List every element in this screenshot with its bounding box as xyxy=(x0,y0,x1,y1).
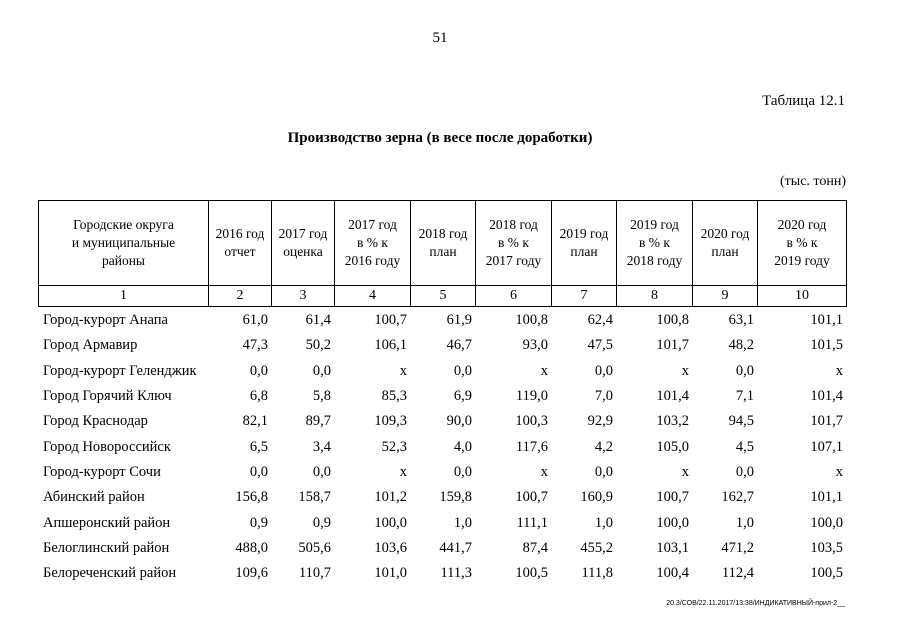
table-cell: x xyxy=(681,362,689,379)
table-cell: 90,0 xyxy=(446,413,472,430)
table-cell: 119,0 xyxy=(515,388,548,405)
table-cell: 0,9 xyxy=(312,514,331,531)
table-cell: 4,0 xyxy=(453,438,472,455)
table-cell: 94,5 xyxy=(728,413,754,430)
table-row xyxy=(38,510,846,535)
table-cell: 111,1 xyxy=(516,514,548,531)
table-cell: 0,0 xyxy=(735,362,754,379)
table-cell: 7,0 xyxy=(594,388,613,405)
table-cell: 101,7 xyxy=(810,413,843,430)
table-cell: 0,0 xyxy=(312,463,331,480)
table-cell: 0,0 xyxy=(312,362,331,379)
column-number: 10 xyxy=(758,286,847,307)
table-cell: 103,5 xyxy=(810,539,843,556)
table-cell: x xyxy=(681,463,689,480)
table-label: Таблица 12.1 xyxy=(762,93,845,109)
table-cell: 100,0 xyxy=(810,514,843,531)
table-cell: 100,8 xyxy=(656,312,689,329)
column-number: 4 xyxy=(335,286,411,307)
table-cell: 62,4 xyxy=(587,312,613,329)
table-cell: 100,5 xyxy=(810,565,843,582)
table-cell: 101,0 xyxy=(374,565,407,582)
table-cell: 1,0 xyxy=(594,514,613,531)
table-row xyxy=(38,561,846,586)
table-cell: 1,0 xyxy=(453,514,472,531)
table-cell: 0,0 xyxy=(594,362,613,379)
table-row xyxy=(38,536,846,561)
table-cell: 61,0 xyxy=(242,312,268,329)
table-cell: 46,7 xyxy=(446,337,472,354)
table-row xyxy=(38,384,846,409)
table-cell: 100,0 xyxy=(374,514,407,531)
table-cell: 100,8 xyxy=(515,312,548,329)
table-cell: 100,3 xyxy=(515,413,548,430)
table-row xyxy=(38,359,846,384)
table-cell: x xyxy=(399,463,407,480)
table-cell: 92,9 xyxy=(587,413,613,430)
table-cell: 87,4 xyxy=(522,539,548,556)
table-row xyxy=(38,308,846,333)
column-number: 3 xyxy=(272,286,335,307)
table-cell: 158,7 xyxy=(298,489,331,506)
table-cell: 61,9 xyxy=(446,312,472,329)
table-row xyxy=(38,434,846,459)
table-cell: 112,4 xyxy=(721,565,754,582)
table-cell: 0,0 xyxy=(249,463,268,480)
table-cell: 505,6 xyxy=(298,539,331,556)
table-cell: 100,4 xyxy=(656,565,689,582)
table-cell: 117,6 xyxy=(515,438,548,455)
row-name: Абинский район xyxy=(43,489,145,506)
table-cell: 101,1 xyxy=(810,489,843,506)
table-cell: 63,1 xyxy=(728,312,754,329)
table-cell: 6,8 xyxy=(249,388,268,405)
table-cell: 0,0 xyxy=(735,463,754,480)
table-cell: 103,1 xyxy=(656,539,689,556)
table-cell: 7,1 xyxy=(735,388,754,405)
table-cell: 488,0 xyxy=(235,539,268,556)
table-cell: 162,7 xyxy=(721,489,754,506)
table-cell: 1,0 xyxy=(735,514,754,531)
table-cell: 0,0 xyxy=(249,362,268,379)
table-cell: 455,2 xyxy=(580,539,613,556)
table-cell: x xyxy=(540,362,548,379)
table-cell: 156,8 xyxy=(235,489,268,506)
table-cell: 101,2 xyxy=(374,489,407,506)
document-title: Производство зерна (в весе после доработки) xyxy=(287,130,593,146)
table-cell: 101,4 xyxy=(810,388,843,405)
row-name: Апшеронский район xyxy=(43,514,171,531)
table-cell: 101,7 xyxy=(656,337,689,354)
column-header: 2016 год отчет xyxy=(209,201,272,286)
table-cell: 4,5 xyxy=(735,438,754,455)
table-row xyxy=(38,409,846,434)
table-cell: x xyxy=(399,362,407,379)
table-cell: x xyxy=(835,463,843,480)
table-cell: 101,5 xyxy=(810,337,843,354)
column-header: Городские округа и муниципальные районы xyxy=(39,201,209,286)
table-cell: 103,2 xyxy=(656,413,689,430)
table-cell: x xyxy=(540,463,548,480)
table-cell: 106,1 xyxy=(374,337,407,354)
footer-code: 20.3/СОВ/22.11.2017/13:38/ИНДИКАТИВНЫЙ-прил-2__ xyxy=(666,600,845,607)
table-cell: 107,1 xyxy=(810,438,843,455)
table-cell: 100,5 xyxy=(515,565,548,582)
table-cell: 100,7 xyxy=(656,489,689,506)
table-cell: 109,6 xyxy=(235,565,268,582)
table-cell: 100,7 xyxy=(515,489,548,506)
table-cell: 6,5 xyxy=(249,438,268,455)
table-cell: 0,0 xyxy=(453,362,472,379)
table-cell: 101,1 xyxy=(810,312,843,329)
row-name: Город-курорт Сочи xyxy=(43,463,161,480)
column-header: 2020 год план xyxy=(693,201,758,286)
table-cell: 0,0 xyxy=(594,463,613,480)
table-cell: 110,7 xyxy=(298,565,331,582)
table-cell: 47,3 xyxy=(242,337,268,354)
table-cell: 111,8 xyxy=(581,565,613,582)
column-number: 5 xyxy=(411,286,476,307)
table-cell: 50,2 xyxy=(305,337,331,354)
row-name: Город-курорт Геленджик xyxy=(43,362,197,379)
column-header: 2017 год оценка xyxy=(272,201,335,286)
column-header: 2018 год в % к 2017 году xyxy=(476,201,552,286)
table-cell: 160,9 xyxy=(580,489,613,506)
column-number: 9 xyxy=(693,286,758,307)
table-cell: 101,4 xyxy=(656,388,689,405)
table-cell: 471,2 xyxy=(721,539,754,556)
data-table xyxy=(38,308,846,586)
column-header: 2020 год в % к 2019 году xyxy=(758,201,847,286)
table-cell: 3,4 xyxy=(312,438,331,455)
row-name: Белоглинский район xyxy=(43,539,170,556)
row-name: Город Новороссийск xyxy=(43,438,171,455)
table-cell: 0,9 xyxy=(249,514,268,531)
table-row xyxy=(38,460,846,485)
table-cell: 47,5 xyxy=(587,337,613,354)
table-cell: 109,3 xyxy=(374,413,407,430)
table-cell: 82,1 xyxy=(242,413,268,430)
column-number: 7 xyxy=(552,286,617,307)
table-cell: 85,3 xyxy=(381,388,407,405)
table-header xyxy=(38,200,847,307)
table-cell: 52,3 xyxy=(381,438,407,455)
column-number: 6 xyxy=(476,286,552,307)
row-name: Город Армавир xyxy=(43,337,138,354)
page-number: 51 xyxy=(432,30,448,46)
table-cell: 4,2 xyxy=(594,438,613,455)
table-cell: 48,2 xyxy=(728,337,754,354)
table-cell: 159,8 xyxy=(439,489,472,506)
column-header: 2019 год план xyxy=(552,201,617,286)
table-cell: 111,3 xyxy=(440,565,472,582)
column-header: 2018 год план xyxy=(411,201,476,286)
table-cell: 93,0 xyxy=(522,337,548,354)
row-name: Город Краснодар xyxy=(43,413,148,430)
column-number: 1 xyxy=(39,286,209,307)
table-cell: x xyxy=(835,362,843,379)
table-cell: 441,7 xyxy=(439,539,472,556)
column-header: 2017 год в % к 2016 году xyxy=(335,201,411,286)
table-cell: 61,4 xyxy=(305,312,331,329)
row-name: Город-курорт Анапа xyxy=(43,312,168,329)
table-cell: 5,8 xyxy=(312,388,331,405)
table-cell: 100,7 xyxy=(374,312,407,329)
table-cell: 89,7 xyxy=(305,413,331,430)
table-row xyxy=(38,333,846,358)
table-cell: 105,0 xyxy=(656,438,689,455)
table-cell: 0,0 xyxy=(453,463,472,480)
column-number: 2 xyxy=(209,286,272,307)
column-header: 2019 год в % к 2018 году xyxy=(617,201,693,286)
table-cell: 103,6 xyxy=(374,539,407,556)
table-cell: 6,9 xyxy=(453,388,472,405)
row-name: Город Горячий Ключ xyxy=(43,388,172,405)
table-cell: 100,0 xyxy=(656,514,689,531)
table-row xyxy=(38,485,846,510)
units-label: (тыс. тонн) xyxy=(780,174,846,189)
row-name: Белореченский район xyxy=(43,565,177,582)
column-number: 8 xyxy=(617,286,693,307)
